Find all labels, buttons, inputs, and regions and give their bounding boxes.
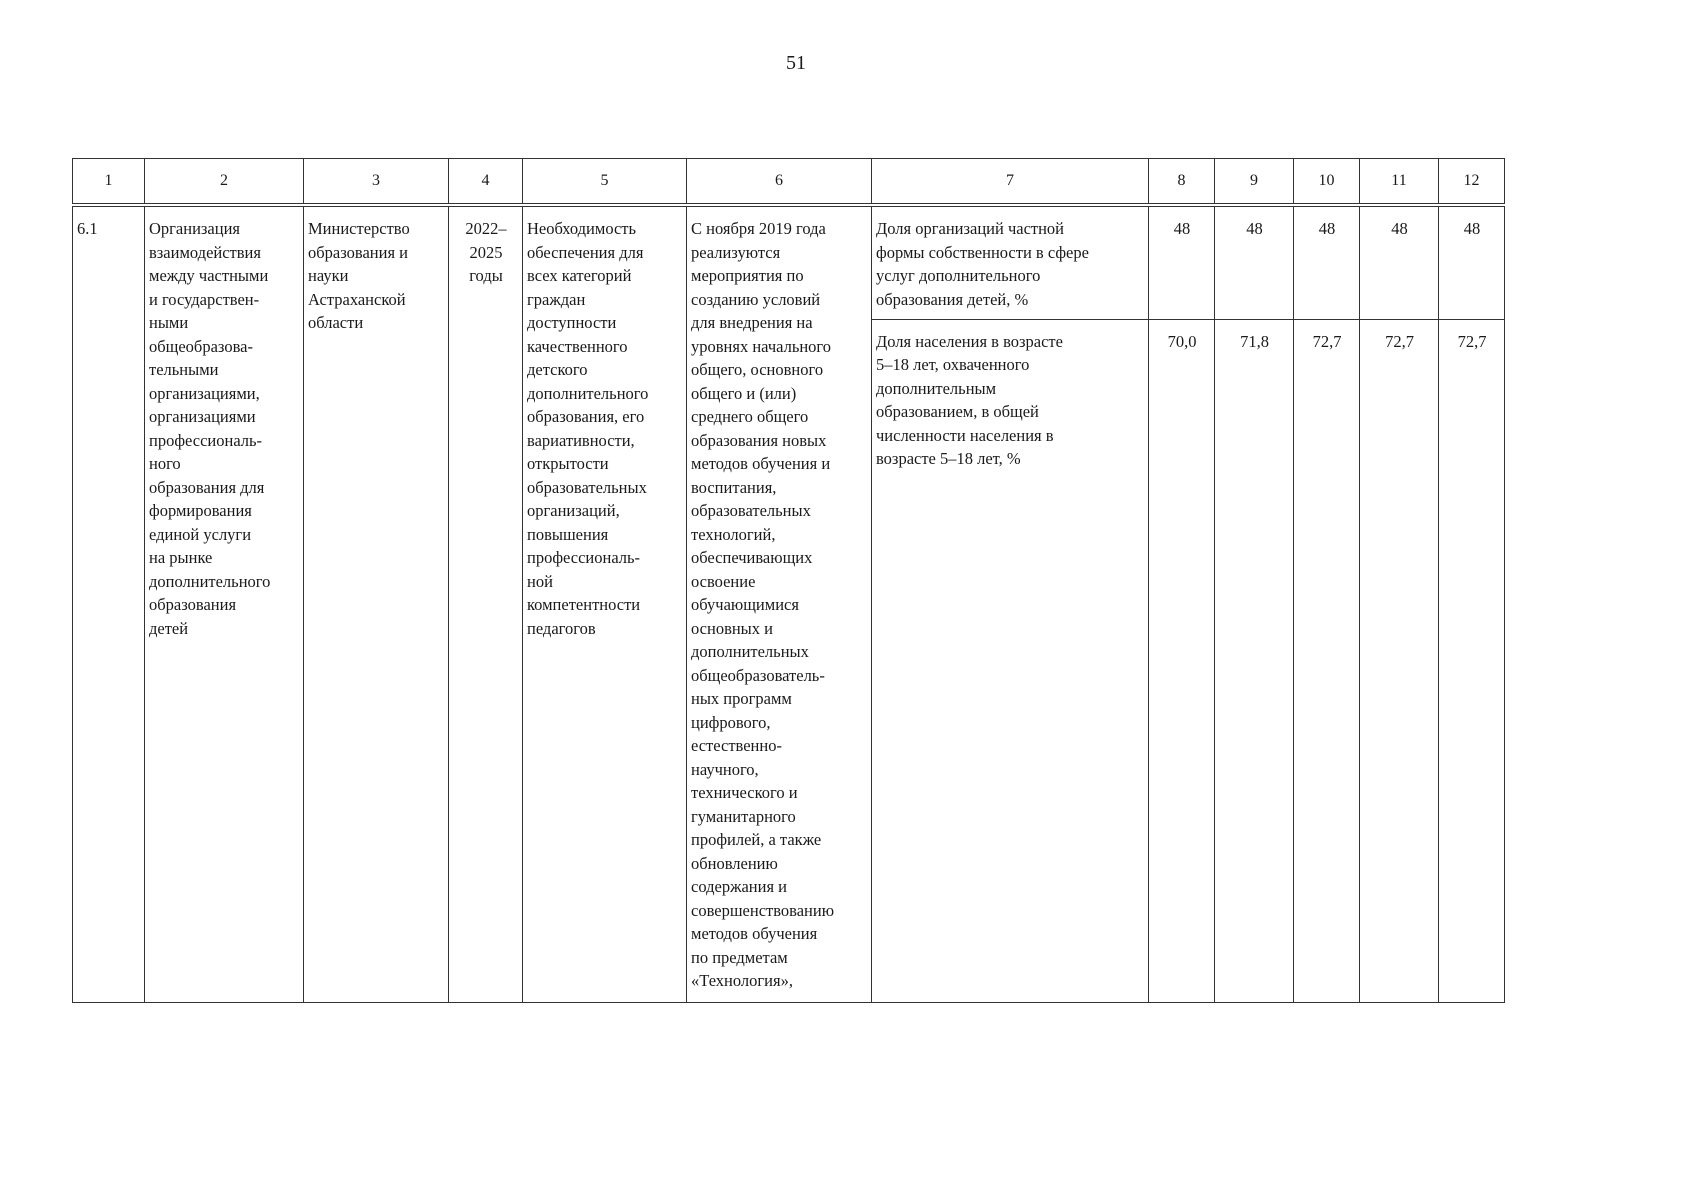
indicator-value-cell: 48 [1360, 205, 1439, 319]
indicator-value-cell: 48 [1439, 205, 1505, 319]
problem-cell: Необходимость обеспечения для всех категорий граждан доступности качественного детского дополнительного образования, его вариативности, открытости образовательных организаций, повышения профессиональ- ной компетентности педагогов [523, 205, 687, 1002]
column-header: 1 [73, 159, 145, 206]
period-cell: 2022– 2025 годы [449, 205, 523, 1002]
indicator-value-cell: 48 [1149, 205, 1215, 319]
column-header: 6 [687, 159, 872, 206]
description-cell: С ноября 2019 года реализуются мероприятия по созданию условий для внедрения на уровнях начального общего, основного общего и (или) среднего общего образования новых методов обучения и воспитания, образовательных технологий, обеспечивающих освоение обучающимися основных и дополнительных общеобразователь- ных программ цифрового, естественно- научного, технического и гуманитарного профилей, а также обновлению содержания и совершенствованию методов обучения по предметам «Технология», [687, 205, 872, 1002]
column-header: 4 [449, 159, 523, 206]
measure-cell: Организация взаимодействия между частными и государствен- ными общеобразова- тельными организациями, организациями профессиональ- ного образования для формирования единой услуги на рынке дополнительного образования детей [145, 205, 304, 1002]
indicator-value-cell: 70,0 [1149, 319, 1215, 1002]
indicator-name-cell: Доля населения в возрасте 5–18 лет, охваченного дополнительным образованием, в общей численности населения в возрасте 5–18 лет, % [872, 319, 1149, 1002]
document-table [72, 158, 1505, 1003]
column-header: 11 [1360, 159, 1439, 206]
indicator-name-cell: Доля организаций частной формы собственности в сфере услуг дополнительного образования детей, % [872, 205, 1149, 319]
column-header: 9 [1215, 159, 1294, 206]
indicator-value-cell: 48 [1294, 205, 1360, 319]
column-header: 8 [1149, 159, 1215, 206]
row-number-cell: 6.1 [73, 205, 145, 1002]
table-row [73, 205, 1505, 319]
indicator-value-cell: 71,8 [1215, 319, 1294, 1002]
indicator-value-cell: 72,7 [1439, 319, 1505, 1002]
header-row [73, 159, 1505, 206]
executor-cell: Министерство образования и науки Астраханской области [304, 205, 449, 1002]
indicator-value-cell: 48 [1215, 205, 1294, 319]
column-header: 7 [872, 159, 1149, 206]
column-header: 3 [304, 159, 449, 206]
column-header: 2 [145, 159, 304, 206]
indicator-value-cell: 72,7 [1360, 319, 1439, 1002]
column-header: 12 [1439, 159, 1505, 206]
column-header: 10 [1294, 159, 1360, 206]
page-number: 51 [786, 52, 806, 74]
indicator-value-cell: 72,7 [1294, 319, 1360, 1002]
column-header: 5 [523, 159, 687, 206]
